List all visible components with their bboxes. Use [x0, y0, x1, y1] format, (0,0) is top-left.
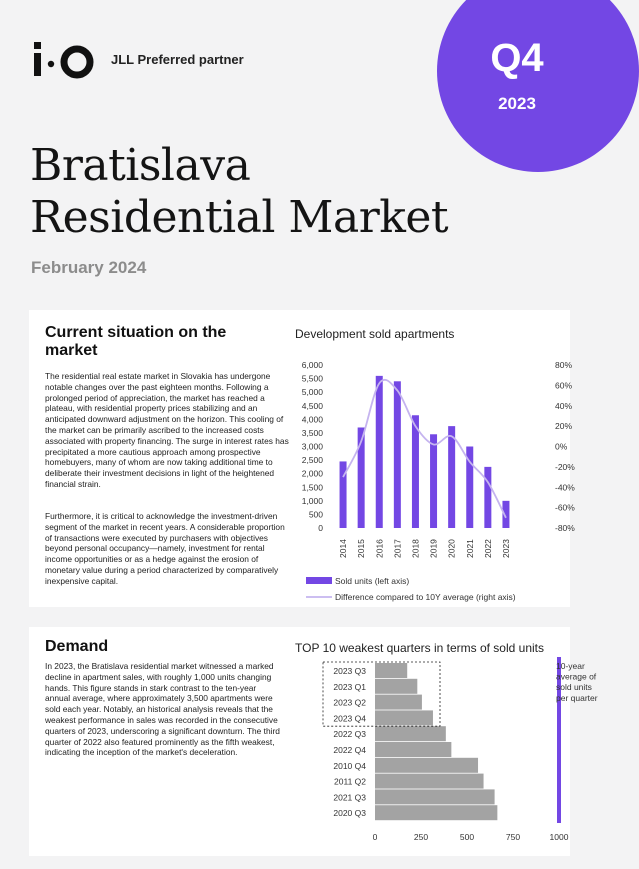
quarter-label: 2020 Q3 [333, 808, 366, 819]
publication-date: February 2024 [31, 258, 147, 277]
reference-line-label: 10-year average of sold units per quarter [556, 661, 598, 703]
demand-card [29, 627, 598, 856]
y-left-tick: 6,000 [301, 360, 323, 370]
sold-apartments-chart [284, 352, 575, 602]
x-tick-label: 2019 [428, 539, 439, 558]
sold-units-bar [484, 467, 491, 528]
y-left-tick: 0 [318, 523, 323, 533]
quarter-bar [375, 742, 451, 757]
sold-units-bar [412, 415, 419, 528]
partner-label: JLL Preferred partner [111, 52, 244, 67]
weakest-quarters-chart [284, 657, 598, 851]
quarter-label: 2022 Q3 [333, 729, 366, 740]
x-tick-label: 0 [372, 832, 378, 842]
quarter-bar [375, 695, 422, 710]
title-line-1: Bratislava [30, 140, 251, 191]
y-left-tick: 1,000 [301, 495, 323, 506]
y-right-tick: -80% [555, 523, 575, 533]
current-situation-heading: Current situation on the market [45, 324, 227, 359]
current-situation-paragraph-1: The residential real estate market in Slovakia has undergone notable changes over the past eighteen months. Following a prolonged period of appreciation, the market has reached a plateau, with residential property prices stabilizing and an anticipated downward adjustment on the horizon. This cooling of the market can be primarily ascribed to the increased costs associated with property financing. The surge in interest rates has precipitated a more cautious approach among prospective homebuyers, many of whom are now taking additional time to deliberate their investment decisions in light of the heightened financial strain. [45, 371, 289, 489]
x-tick-label: 500 [459, 832, 475, 842]
x-tick-label: 2015 [356, 539, 367, 558]
title-line-2: Residential Market [30, 192, 449, 243]
sold-units-bar [376, 376, 383, 528]
page-title [30, 140, 448, 244]
x-tick-label: 2020 [446, 539, 457, 558]
quarter-label: 2010 Q4 [333, 760, 366, 771]
quarter-bar [375, 789, 495, 804]
io-logo-icon [31, 40, 97, 78]
legend-bar-swatch [306, 577, 332, 584]
y-left-tick: 4,000 [301, 414, 323, 425]
quarter-bar [375, 726, 446, 741]
sold-units-bar [394, 381, 401, 528]
x-tick-label: 250 [413, 832, 429, 842]
current-situation-card [29, 310, 575, 607]
quarter-label: 2023 Q3 [333, 666, 366, 676]
difference-line [343, 380, 506, 518]
quarter-bar [375, 710, 433, 725]
quarter-bar [375, 805, 497, 820]
y-right-tick: -40% [555, 482, 575, 493]
y-left-tick: 500 [308, 509, 323, 520]
y-left-tick: 5,000 [301, 387, 323, 398]
y-left-tick: 3,500 [301, 427, 323, 438]
quarter-bar [375, 679, 417, 694]
y-left-tick: 2,000 [301, 468, 323, 479]
quarter-bar [375, 758, 478, 773]
current-situation-paragraph-2: Furthermore, it is critical to acknowledge the investment-driven segment of the market in recent years. A considerable proportion of transactions were executed by purchasers with objectives beyond personal occupancy—namely, investment for rental income opportunities or as a hedge against the erosion of monetary value during a period characterized by comparatively inexpensive capital. [45, 511, 285, 586]
legend-bar-label: Sold units (left axis) [335, 576, 410, 586]
quarter-label: 2023 Q4 [333, 713, 366, 724]
y-right-tick: 80% [555, 360, 573, 370]
quarter-badge [437, 0, 639, 172]
x-tick-label: 1000 [549, 832, 569, 842]
y-right-tick: 0% [555, 441, 568, 452]
demand-heading: Demand [45, 638, 109, 655]
x-tick-label: 2016 [374, 539, 385, 558]
x-tick-label: 750 [505, 832, 521, 842]
y-right-tick: 40% [555, 400, 573, 411]
x-tick-label: 2017 [392, 539, 403, 558]
year-label: 2023 [498, 94, 536, 113]
quarter-bar [375, 774, 484, 789]
y-left-tick: 1,500 [301, 482, 323, 493]
sold-units-bar [430, 434, 437, 528]
chart2-title: TOP 10 weakest quarters in terms of sold units [295, 641, 545, 655]
quarter-label: 2011 Q2 [334, 776, 366, 787]
quarter-label: 2023 Q1 [333, 681, 366, 692]
y-right-tick: 20% [555, 421, 573, 432]
quarter-label: 2023 Q2 [333, 697, 366, 708]
y-left-tick: 3,000 [301, 441, 323, 452]
x-tick-label: 2022 [482, 539, 493, 558]
x-tick-label: 2021 [464, 539, 475, 558]
y-right-tick: 60% [555, 380, 573, 391]
y-left-tick: 4,500 [301, 400, 323, 411]
x-tick-label: 2014 [338, 539, 349, 558]
quarter-label: 2021 Q3 [333, 792, 366, 803]
sold-units-bar [448, 426, 455, 528]
chart1-title: Development sold apartments [295, 327, 455, 341]
y-left-tick: 2,500 [301, 455, 323, 466]
x-tick-label: 2023 [500, 539, 511, 558]
quarter-label: 2022 Q4 [333, 745, 366, 755]
demand-paragraph: In 2023, the Bratislava residential market witnessed a marked decline in apartment sales, with roughly 1,000 units changing hands. This figure stands in stark contrast to the ten-year annual average, where approximately 3,500 apartments were sold each year. Notably, an historical analysis reveals that the weakest performance in sales was recorded in the consecutive quarters of 2023, underscoring a significant downturn. The third quarter of 2022 also featured prominently as the fifth weakest, indicating the inception of the market's deceleration. [45, 661, 280, 758]
y-right-tick: -20% [555, 461, 575, 472]
quarter-label: Q4 [490, 36, 544, 80]
y-left-tick: 5,500 [301, 373, 323, 384]
x-tick-label: 2018 [410, 539, 421, 558]
quarter-bar [375, 663, 407, 678]
legend-line-label: Difference compared to 10Y average (right axis) [335, 592, 516, 602]
y-right-tick: -60% [555, 502, 575, 513]
